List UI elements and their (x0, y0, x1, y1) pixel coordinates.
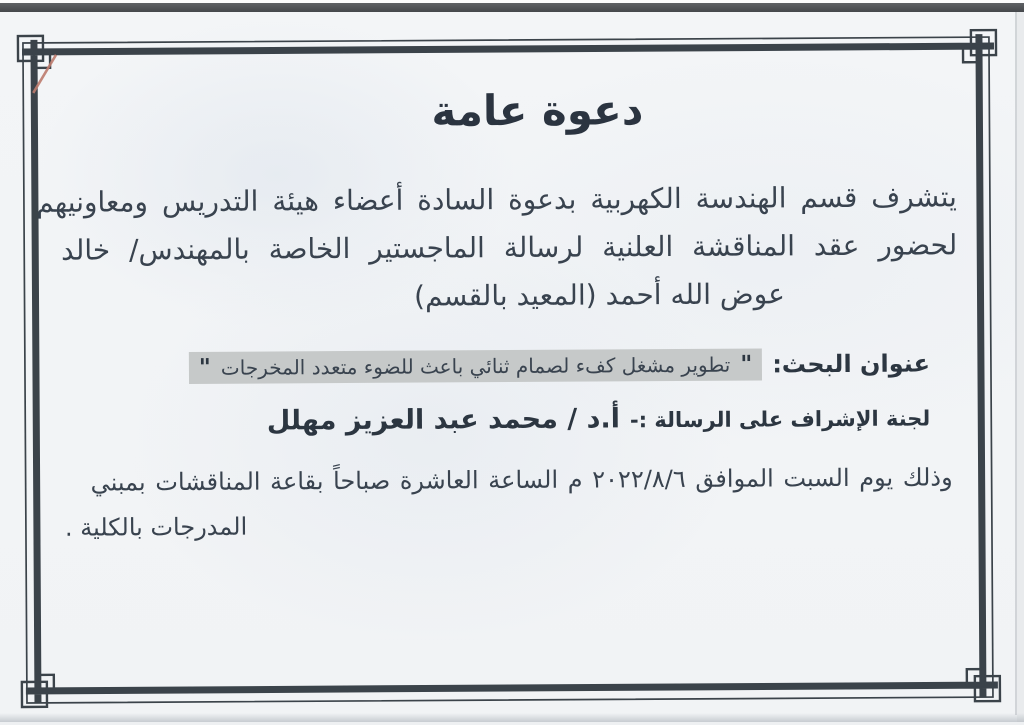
invitation-body (36, 173, 958, 322)
body-line-2: لحضور عقد المناقشة العلنية لرسالة الماجستير الخاصة بالمهندس/ خالد (60, 228, 958, 267)
research-title-highlight (189, 348, 763, 384)
scan-right-edge-strip (1017, 12, 1024, 725)
body-line-1: يتشرف قسم الهندسة الكهربية بدعوة السادة أعضاء هيئة التدريس ومعاونيهم (36, 180, 958, 219)
supervision-committee-label: لجنة الإشراف على الرسالة :- (629, 406, 931, 433)
schedule-line-2: المدرجات بالكلية . (64, 512, 248, 542)
scan-top-edge-band (0, 3, 1024, 12)
schedule-paragraph (65, 455, 954, 550)
quote-open-mark: " (740, 351, 753, 378)
research-title-text: تطوير مشغل كفء لصمام ثنائي باعث للضوء متعدد المخرجات (220, 352, 731, 380)
supervision-committee-row (267, 401, 931, 436)
invitation-title: دعوة عامة (431, 85, 644, 136)
scan-bottom-shadow (0, 713, 1024, 722)
scan-right-edge-line (1015, 12, 1017, 715)
schedule-line-1: وذلك يوم السبت الموافق ٢٠٢٢/٨/٦ م الساعة العاشرة صباحاً بقاعة المناقشات بمبني (90, 463, 953, 497)
research-title-row (189, 347, 930, 384)
quote-close-mark: " (198, 354, 211, 381)
research-title-label: عنوان البحث: (772, 349, 931, 379)
supervisor-name: أ.د / محمد عبد العزيز مهلل (266, 403, 621, 437)
body-line-3: عوض الله أحمد (المعيد بالقسم) (413, 277, 786, 313)
